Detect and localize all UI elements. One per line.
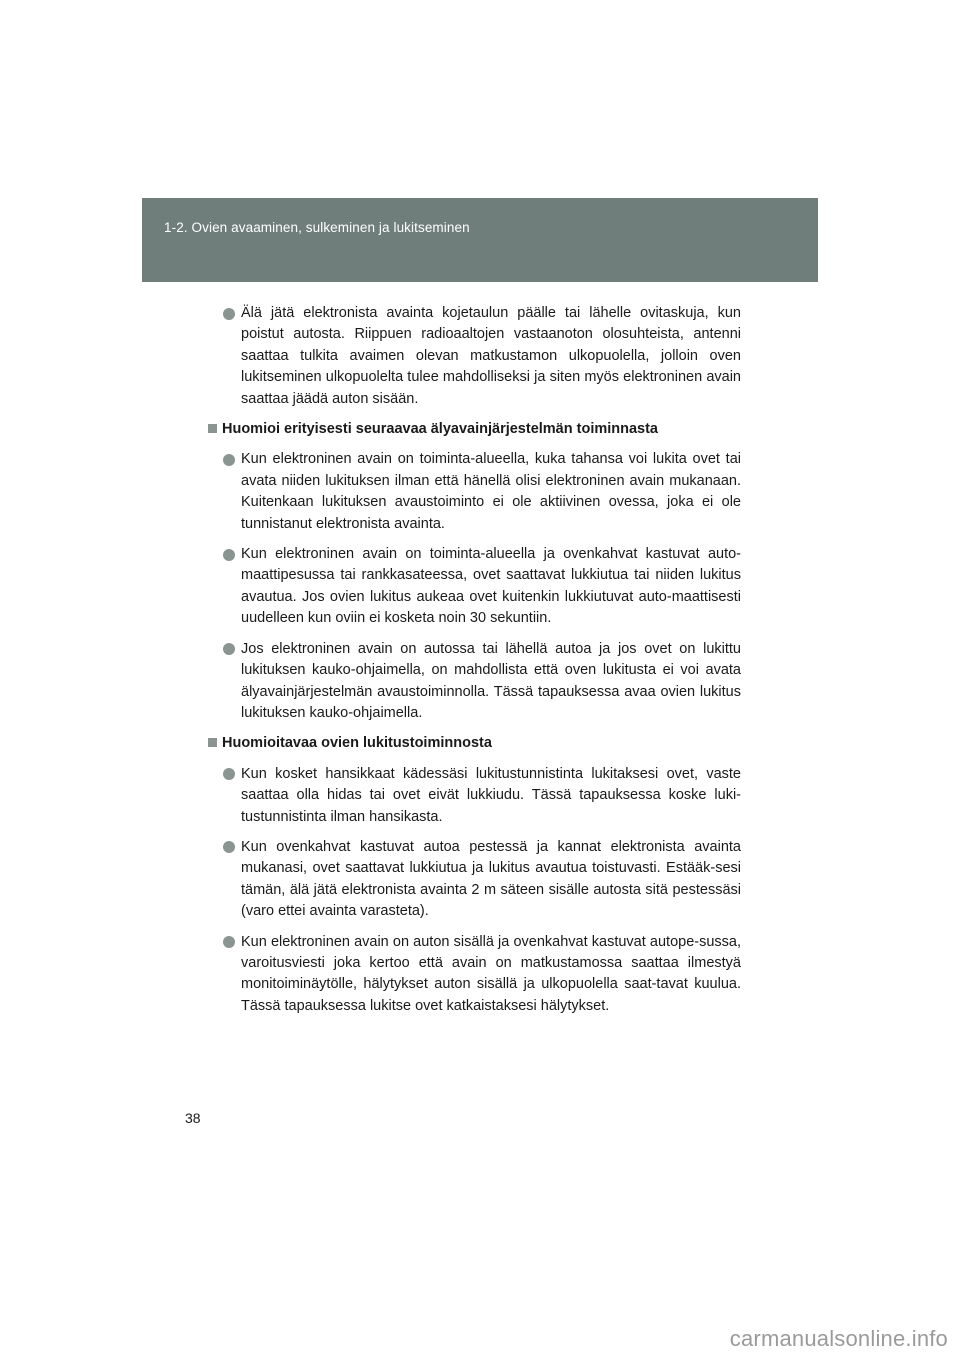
- bullet-item: [222, 837, 741, 923]
- bullet-dot-icon: [223, 549, 235, 561]
- bullet-dot-icon: [223, 936, 235, 948]
- square-bullet-icon: [208, 738, 217, 747]
- page-number: 38: [185, 1110, 201, 1126]
- bullet-item: [222, 449, 741, 535]
- page-content: [222, 303, 741, 1026]
- bullet-item: [222, 303, 741, 410]
- section-header-band: [142, 198, 818, 282]
- bullet-text: Kun elektroninen avain on toiminta-alueella, kuka tahansa voi lukita ovet tai avata niiden lukituksen ilman että hänellä olisi elektroninen avain mukanaan. Kuitenkaan lukituksen avaustoiminto ei ole aktiivinen ovessa, joka ei ole tunnistanut elektronista avainta.: [241, 451, 741, 532]
- bullet-item: [222, 639, 741, 725]
- bullet-dot-icon: [223, 643, 235, 655]
- bullet-dot-icon: [223, 454, 235, 466]
- section-heading-text: Huomioi erityisesti seuraavaa älyavainjärjestelmän toiminnasta: [222, 421, 658, 438]
- bullet-text: Jos elektroninen avain on autossa tai lähellä autoa ja jos ovet on lukittu lukituksen kauko-ohjaimella, on mahdollista että oven lukitusta ei voi avata älyavainjärjestelmän avaustoiminnolla. Tässä tapauksessa avaa ovien lukitus lukituksen kauko-ohjaimella.: [241, 640, 741, 721]
- bullet-text: Kun elektroninen avain on auton sisällä ja ovenkahvat kastuvat autope-sussa, varoitusviesti joka kertoo että avain on matkustamossa saattaa ilmestyä monitoiminäytölle, hälytykset auton sisällä ja ulkopuolella saat-tavat kuulua. Tässä tapauksessa lukitse ovet katkaistaksesi hälytykset.: [241, 933, 741, 1014]
- bullet-text: Kun elektroninen avain on toiminta-alueella ja ovenkahvat kastuvat auto-maattipesussa tai rankkasateessa, ovet saattavat lukkiutua tai niiden lukitus avautua. Jos ovien lukitus aukeaa ovet kuitenkin lukkiutuvat auto-maattisesti uudelleen kun oviin ei kosketa noin 30 sekuntiin.: [241, 546, 741, 627]
- watermark-text: carmanualsonline.info: [729, 1326, 948, 1351]
- bullet-text: Kun kosket hansikkaat kädessäsi lukitustunnistinta lukitaksesi ovet, vaste saattaa olla hidas tai ovet eivät lukkiudu. Tässä tapauksessa koske luki-tustunnistinta ilman hansikasta.: [241, 765, 741, 825]
- bullet-dot-icon: [223, 768, 235, 780]
- bullet-dot-icon: [223, 308, 235, 320]
- section-heading: [208, 419, 727, 440]
- square-bullet-icon: [208, 424, 217, 433]
- bullet-item: [222, 932, 741, 1018]
- section-title: 1-2. Ovien avaaminen, sulkeminen ja lukitseminen: [164, 220, 470, 235]
- bullet-text: Älä jätä elektronista avainta kojetaulun päälle tai lähelle ovitaskuja, kun poistut autosta. Riippuen radioaaltojen vastaanoton olosuhteista, antenni saattaa tulkita avaimen olevan matkustamon ulkopuolella, jolloin oven lukitseminen ulkopuolelta tulee mahdolliseksi ja siten myös elektroninen avain saattaa jäädä auton sisään.: [241, 305, 741, 407]
- bullet-item: [222, 764, 741, 828]
- bullet-text: Kun ovenkahvat kastuvat autoa pestessä ja kannat elektronista avainta mukanasi, ovet saattavat lukkiutua ja lukitus avautua toistuvasti. Estääk-sesi tämän, älä jätä elektronista avainta 2 m säteen sisälle autosta sitä pestessäsi (varo ettei avainta varasteta).: [241, 838, 741, 920]
- bullet-dot-icon: [223, 841, 235, 853]
- bullet-item: [222, 544, 741, 630]
- section-heading-text: Huomioitavaa ovien lukitustoiminnosta: [222, 735, 492, 752]
- section-heading: [208, 733, 727, 754]
